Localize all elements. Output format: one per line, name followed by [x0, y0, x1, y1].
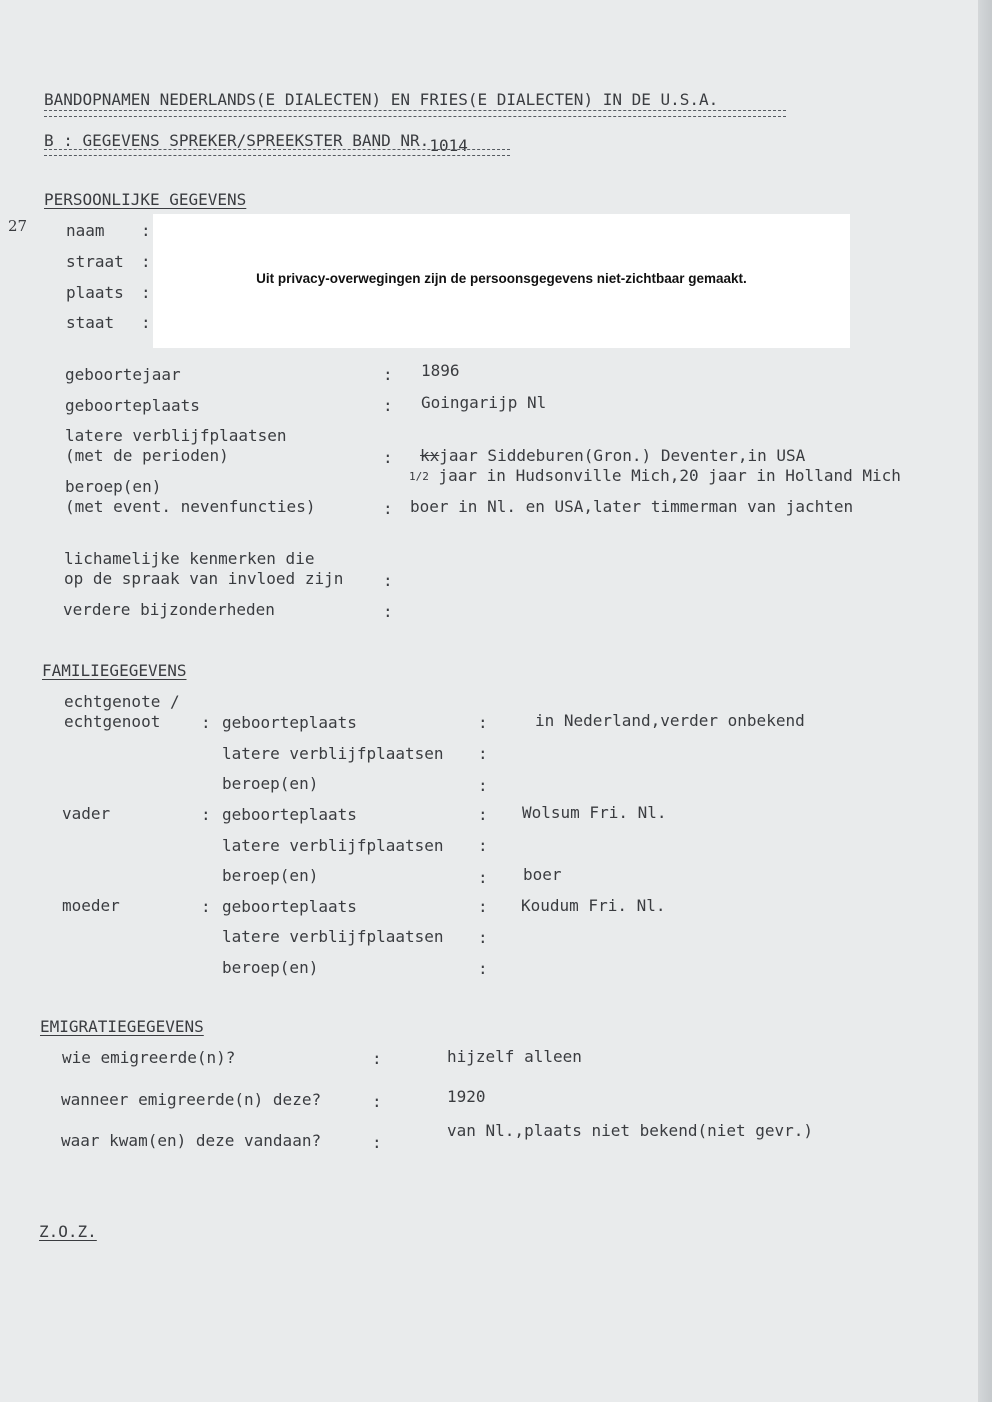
colon: :	[383, 571, 393, 590]
colon: :	[478, 959, 488, 978]
colon: :	[141, 221, 151, 240]
document-title: BANDOPNAMEN NEDERLANDS(E DIALECTEN) EN FRIES(E DIALECTEN) IN DE U.S.A.	[44, 90, 719, 109]
label-straat: straat	[66, 252, 124, 271]
label-beroep: beroep(en)	[65, 477, 162, 496]
spouse-geboorteplaats-label: geboorteplaats	[222, 713, 357, 732]
family-heading: FAMILIEGEGEVENS	[42, 661, 187, 680]
colon: :	[383, 499, 393, 518]
colon: :	[383, 365, 393, 384]
colon: :	[201, 897, 211, 916]
label-staat: staat	[66, 313, 115, 332]
colon: :	[478, 776, 488, 795]
label-geboortejaar: geboortejaar	[65, 365, 181, 384]
label-perioden: (met de perioden)	[65, 446, 229, 465]
colon: :	[372, 1049, 382, 1068]
label-waar: waar kwam(en) deze vandaan?	[61, 1131, 322, 1150]
label-moeder: moeder	[62, 896, 120, 915]
father-beroep-label: beroep(en)	[222, 866, 319, 885]
spouse-beroep-label: beroep(en)	[222, 774, 319, 793]
mother-geboorteplaats-label: geboorteplaats	[222, 897, 357, 916]
label-wie: wie emigreerde(n)?	[62, 1048, 236, 1067]
value-verblijf-line1	[420, 446, 805, 466]
colon: :	[141, 283, 151, 302]
label-kenmerken-1: lichamelijke kenmerken die	[64, 549, 315, 568]
verblijf-line2-text: jaar in Hudsonville Mich,20 jaar in Holland Mich	[428, 466, 901, 485]
colon: :	[141, 313, 151, 332]
colon: :	[383, 602, 393, 621]
father-verblijf-label: latere verblijfplaatsen	[222, 836, 444, 855]
verblijf-line1-text: jaar Siddeburen(Gron.) Deventer,in USA	[439, 446, 806, 465]
colon: :	[478, 805, 488, 824]
paper-edge	[978, 0, 992, 1402]
colon: :	[383, 396, 393, 415]
struck-text: kx	[420, 446, 440, 465]
label-bijzonderheden: verdere bijzonderheden	[63, 600, 275, 619]
father-geboorteplaats-value: Wolsum Fri. Nl.	[522, 803, 667, 822]
mother-beroep-label: beroep(en)	[222, 958, 319, 977]
subtitle-text: B : GEGEVENS SPREKER/SPREEKSTER BAND NR.	[44, 131, 430, 150]
privacy-redaction-box	[153, 214, 850, 348]
label-echtgenoot: echtgenoot	[64, 712, 161, 731]
personal-heading: PERSOONLIJKE GEGEVENS	[44, 190, 247, 209]
mother-verblijf-label: latere verblijfplaatsen	[222, 927, 444, 946]
label-geboorteplaats: geboorteplaats	[65, 396, 200, 415]
zoz-footer: Z.O.Z.	[39, 1222, 97, 1241]
label-naam: naam	[66, 221, 105, 240]
colon: :	[478, 868, 488, 887]
label-kenmerken-2: op de spraak van invloed zijn	[64, 569, 344, 588]
label-echtgenote: echtgenote /	[64, 692, 180, 711]
page-number: 27	[8, 217, 28, 235]
colon: :	[478, 713, 488, 732]
value-waar: van Nl.,plaats niet bekend(niet gevr.)	[447, 1121, 814, 1140]
spouse-geboorteplaats-value: in Nederland,verder onbekend	[535, 711, 805, 730]
emigration-heading: EMIGRATIEGEGEVENS	[40, 1017, 204, 1036]
colon: :	[372, 1133, 382, 1152]
label-wanneer: wanneer emigreerde(n) deze?	[61, 1090, 322, 1109]
document-subtitle	[44, 131, 468, 155]
colon: :	[383, 448, 393, 467]
value-wanneer: 1920	[447, 1087, 486, 1106]
fraction-half: 1/2	[409, 470, 429, 483]
colon: :	[478, 836, 488, 855]
privacy-notice: Uit privacy-overwegingen zijn de persoonsgegevens niet-zichtbaar gemaakt.	[256, 271, 747, 286]
subtitle-double-underline	[44, 149, 510, 156]
colon: :	[201, 805, 211, 824]
mother-geboorteplaats-value: Koudum Fri. Nl.	[521, 896, 666, 915]
value-geboorteplaats: Goingarijp Nl	[421, 393, 547, 412]
colon: :	[478, 744, 488, 763]
value-beroep: boer in Nl. en USA,later timmerman van jachten	[410, 497, 854, 516]
father-beroep-value: boer	[523, 865, 562, 884]
label-verblijfplaatsen: latere verblijfplaatsen	[65, 426, 287, 445]
colon: :	[478, 897, 488, 916]
band-number: 1014	[429, 136, 468, 155]
colon: :	[478, 928, 488, 947]
colon: :	[201, 713, 211, 732]
value-verblijf-line2	[409, 466, 901, 486]
colon: :	[141, 252, 151, 271]
title-double-underline	[44, 110, 786, 117]
spouse-verblijf-label: latere verblijfplaatsen	[222, 744, 444, 763]
value-geboortejaar: 1896	[421, 361, 460, 380]
label-plaats: plaats	[66, 283, 124, 302]
label-vader: vader	[62, 804, 111, 823]
colon: :	[372, 1092, 382, 1111]
label-nevenfuncties: (met event. nevenfuncties)	[65, 497, 316, 516]
father-geboorteplaats-label: geboorteplaats	[222, 805, 357, 824]
value-wie: hijzelf alleen	[447, 1047, 582, 1066]
